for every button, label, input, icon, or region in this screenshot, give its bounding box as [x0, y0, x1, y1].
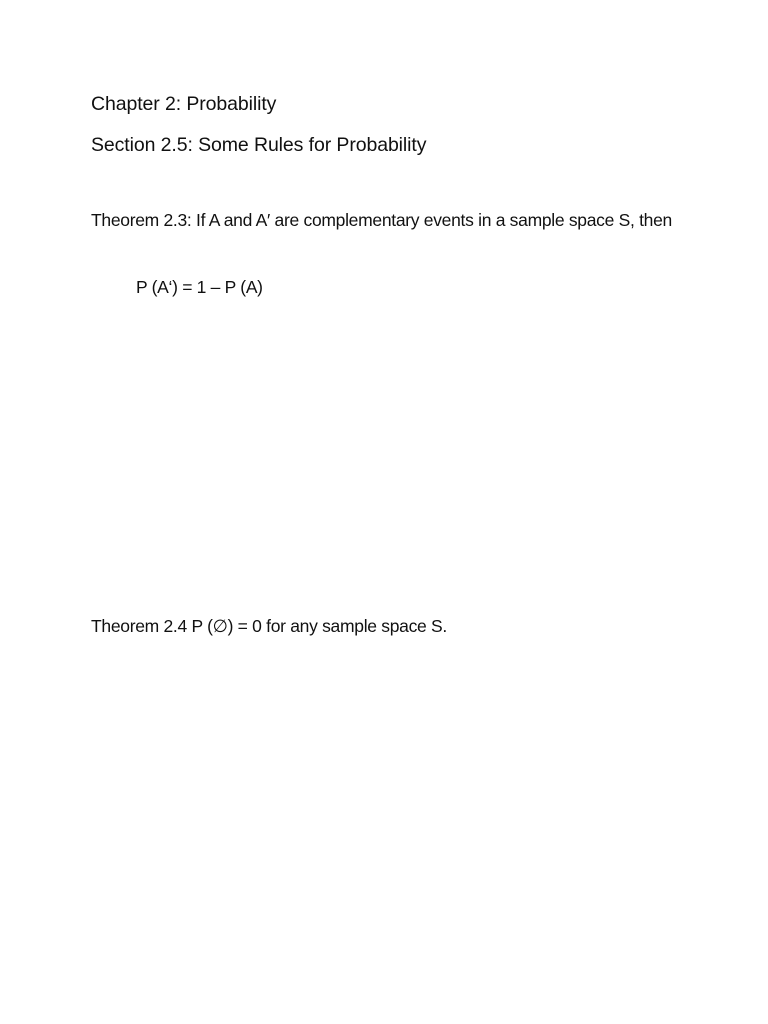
- theorem-2-3-statement: Theorem 2.3: If A and A′ are complementary events in a sample space S, then: [91, 210, 672, 230]
- section-title: Section 2.5: Some Rules for Probability: [91, 134, 427, 156]
- chapter-title: Chapter 2: Probability: [91, 93, 277, 115]
- theorem-2-4-statement: Theorem 2.4 P (∅) = 0 for any sample space S.: [91, 616, 447, 636]
- theorem-2-3-formula: P (A‘) = 1 – P (A): [136, 277, 263, 297]
